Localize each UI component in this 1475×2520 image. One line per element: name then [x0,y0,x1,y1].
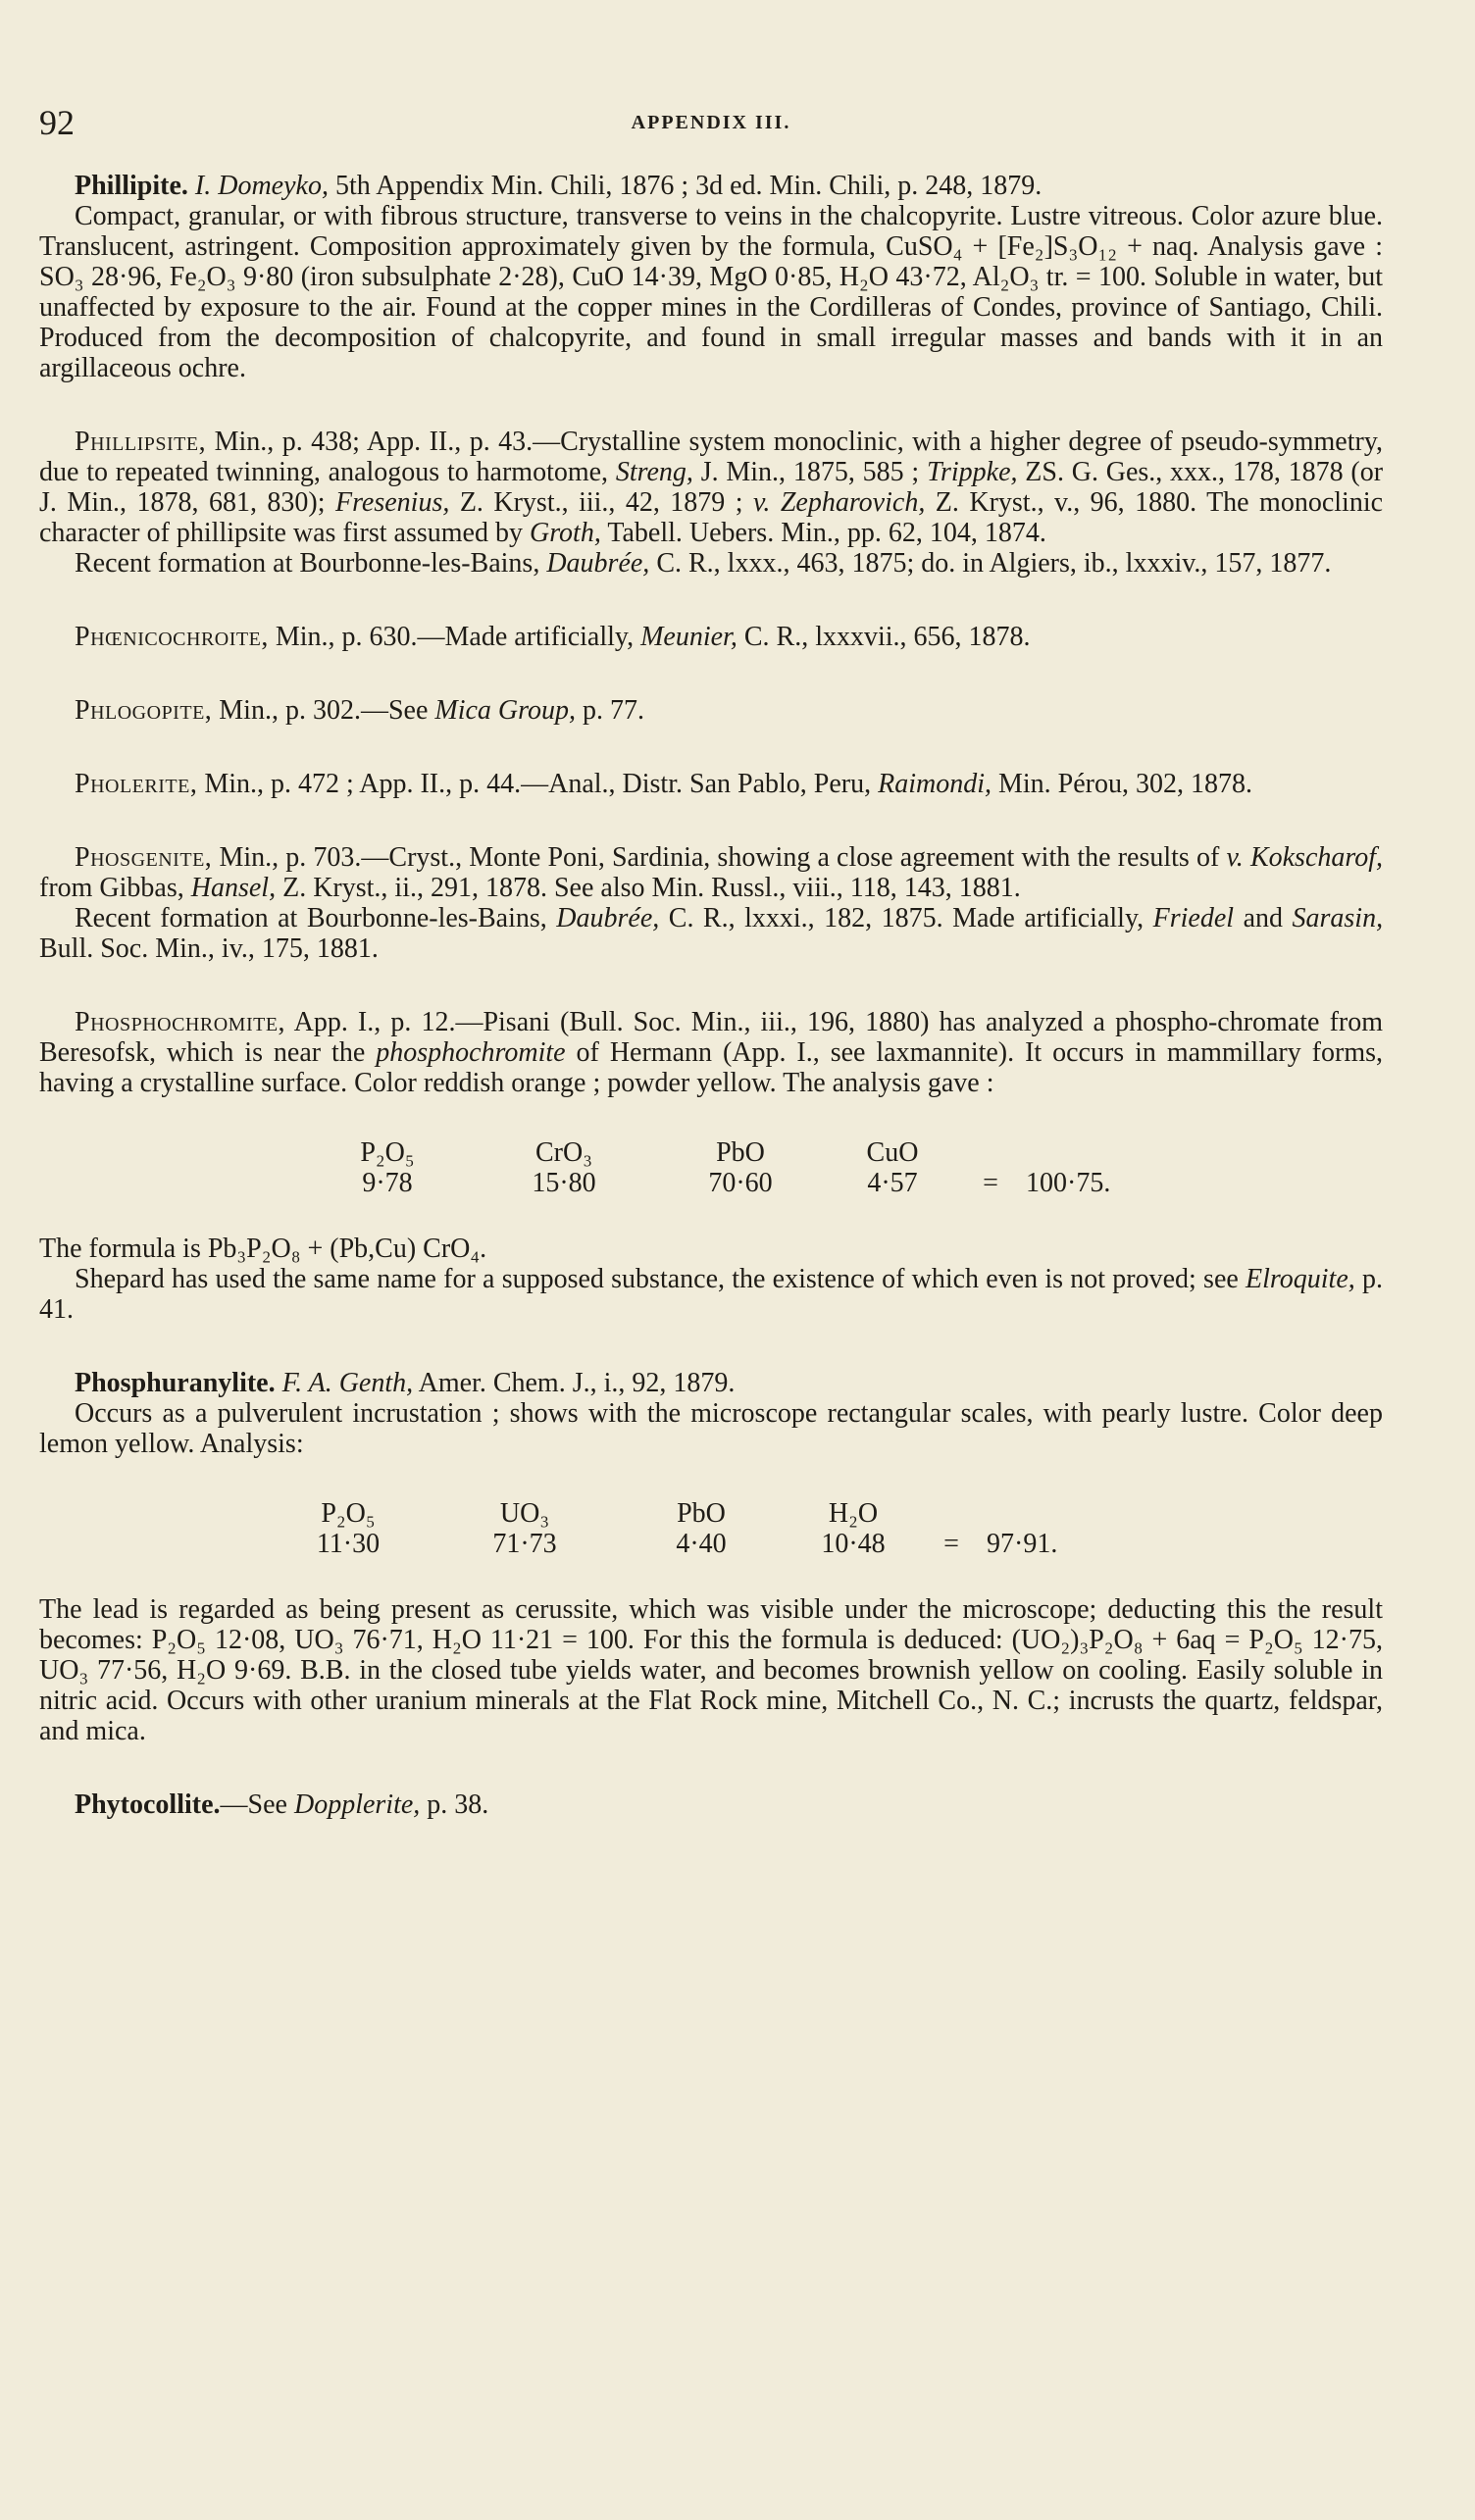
mineral-name: Phillipite. [75,171,188,201]
table-row: P₂O₅ CrO₃ PbO CuO [360,1137,919,1168]
page-content [39,171,1383,1863]
entry-phoenicochroite: Phœnicochroite, Min., p. 630.—Made artificially, Meunier, C. R., lxxxvii., 656, 1878. [75,622,1031,652]
table-row: 11·30 71·73 4·40 10·48 = 97·91. [316,1529,1058,1559]
mineral-name: Phytocollite. [75,1789,221,1820]
entry-phosgenite: Phosgenite, Min., p. 703.—Cryst., Monte Poni, Sardinia, showing a close agreement with the results of v. Kokscharof, from Gibbas, Hansel, Z. Kryst., ii., 291, 1878. See also Min. Russl., viii., 118, 143, 1881. Recent formation at Bourbonne-les-Bains, Daubrée, C. R., lxxxi., 182, 1875. Made artificially, Friedel and Sarasin, Bull. Soc. Min., iv., 175, 1881. [39,842,1384,964]
entry-body: Compact, granular, or with fibrous structure, transverse to veins in the chalcopyrite. Lustre vitreous. Color azure blue. Translucent, astringent. Composition approximately given by the formula, CuSO₄ + [Fe₂]S₃O₁₂ + naq. Analysis gave : SO₃ 28·96, Fe₂O₃ 9·80 (iron subsulphate 2·28), CuO 14·39, MgO 0·85, H₂O 43·72, Al₂O₃ tr. = 100. Soluble in water, but unaffected by exposure to the air. Found at the copper mines in the Cordilleras of Condes, province of Santiago, Chili. Produced from the decomposition of chalcopyrite, and found in small irregular masses and bands with it in an argillaceous ochre. [39,201,1383,383]
table-row: P₂O₅ UO₃ PbO H₂O [321,1498,879,1529]
mineral-name: Phillipsite, [75,427,207,457]
mineral-name: Phosgenite, [75,842,213,873]
entry-phosphuranylite: Phosphuranylite. F. A. Genth, Amer. Chem. J., i., 92, 1879. Occurs as a pulverulent incrustation ; shows with the microscope rectangular scales, with pearly lustre. Color deep lemon yellow. Analysis: P₂O₅ UO₃ PbO H₂O 11·30 71·73 4·40 10·48 = 97·91. The lead is regarded as being present as cerussite, which was visible under the microscope; deducting this the result becomes: P₂O₅ 12·08, UO₃ 76·71, H₂O 11·21 = 100. For this the formula is deduced: (UO₂)₃P₂O₈ + 6aq = P₂O₅ 12·75, UO₃ 77·56, H₂O 9·69. B.B. in the closed tube yields water, and becomes brownish yellow on cooling. Easily soluble in nitric acid. Occurs with other uranium minerals at the Flat Rock mine, Mitchell Co., N. C.; incrusts the quartz, feldspar, and mica. [39,1368,1383,1746]
entry-phillipite [39,171,1383,383]
table-row: 9·78 15·80 70·60 4·57 = 100·75. [362,1168,1111,1198]
entry-phillipsite [39,427,1383,579]
entry-body: Recent formation at Bourbonne-les-Bains, Daubrée, C. R., lxxx., 463, 1875; do. in Algiers, ib., lxxxiv., 157, 1877. [75,548,1332,579]
mineral-name: Phosphochromite, [75,1007,286,1037]
entry-heading: Phillipite. I. Domeyko, 5th Appendix Min. Chili, 1876 ; 3d ed. Min. Chili, p. 248, 1879. [75,171,1043,201]
entry-phlogopite: Phlogopite, Min., p. 302.—See Mica Group, p. 77. [75,695,644,726]
mineral-name: Phlogopite, [75,695,213,726]
entry-pholerite: Pholerite, Min., p. 472 ; App. II., p. 44.—Anal., Distr. San Pablo, Peru, Raimondi, Min. Pérou, 302, 1878. [75,769,1252,799]
page-number: 92 [39,103,75,142]
entry-phytocollite: Phytocollite.—See Dopplerite, p. 38. [75,1789,489,1820]
running-title: APPENDIX III. [631,112,791,133]
entry-body: Phillipsite, Min., p. 438; App. II., p. 43.—Crystalline system monoclinic, with a higher degree of pseudo-symmetry, due to repeated twinning, analogous to harmotome, Streng, J. Min., 1875, 585 ; Trippke, ZS. G. Ges., xxx., 178, 1878 (or J. Min., 1878, 681, 830); Fresenius, Z. Kryst., iii., 42, 1879 ; v. Zepharovich, Z. Kryst., v., 96, 1880. The monoclinic character of phillipsite was first assumed by Groth, Tabell. Uebers. Min., pp. 62, 104, 1874. [39,427,1384,548]
mineral-name: Pholerite, [75,769,198,799]
mineral-name: Phosphuranylite. [75,1368,276,1398]
mineral-name: Phœnicochroite, [75,622,269,652]
analysis-table [265,1498,1057,1559]
entry-phosphochromite: Phosphochromite, App. I., p. 12.—Pisani (Bull. Soc. Min., iii., 196, 1880) has analyzed a phospho-chromate from Beresofsk, which is near the phosphochromite of Hermann (App. I., see laxmannite). It occurs in mammillary forms, having a crystalline surface. Color reddish orange ; powder yellow. The analysis gave : P₂O₅ CrO₃ PbO CuO 9·78 15·80 70·60 4·57 = 100·75. The formula is Pb₃P₂O₈ + (Pb,Cu) CrO₄. Shepard has used the same name for a supposed substance, the existence of which even is not proved; see Elroquite, p. 41. [39,1007,1383,1325]
formula-line: The formula is Pb₃P₂O₈ + (Pb,Cu) CrO₄. [39,1234,487,1264]
analysis-table [304,1137,1110,1198]
page-header [39,102,1383,145]
